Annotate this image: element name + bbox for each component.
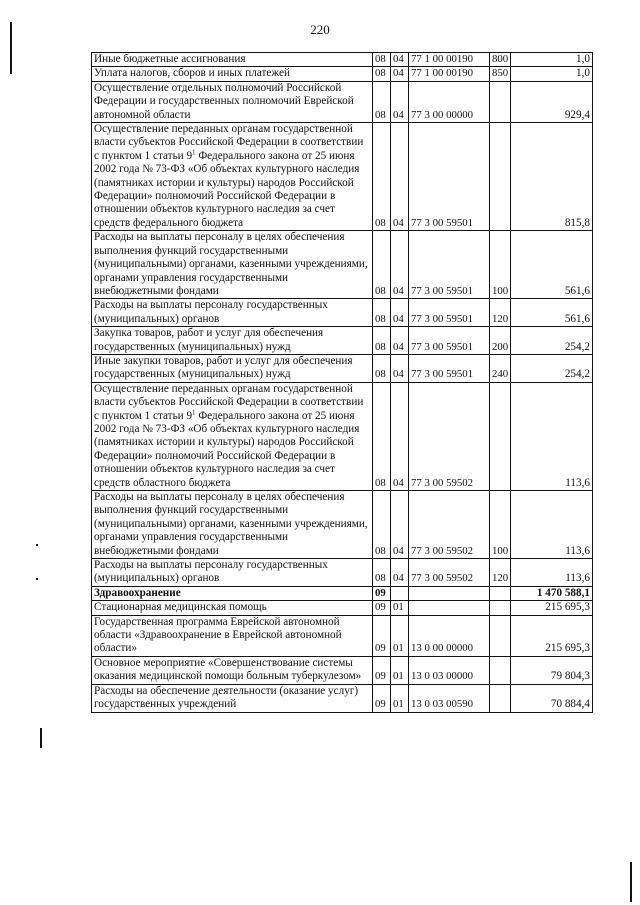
cell-name: Расходы на выплаты персоналу государственных (муниципальных) органов	[92, 559, 373, 587]
cell-name: Иные бюджетные ассигнования	[92, 53, 373, 67]
cell-pr: 04	[391, 382, 409, 490]
cell-csr: 77 3 00 59502	[409, 559, 490, 587]
budget-table	[91, 52, 593, 713]
cell-sum: 561,6	[511, 299, 593, 327]
cell-vr: 100	[490, 231, 511, 299]
cell-rz: 08	[373, 491, 391, 559]
cell-pr: 04	[391, 67, 409, 81]
cell-sum: 79 804,3	[511, 656, 593, 684]
cell-sum: 113,6	[511, 382, 593, 490]
cell-csr: 77 1 00 00190	[409, 53, 490, 67]
cell-csr: 13 0 03 00590	[409, 684, 490, 712]
cell-csr: 77 3 00 59501	[409, 354, 490, 382]
cell-rz: 08	[373, 67, 391, 81]
cell-rz: 09	[373, 615, 391, 656]
cell-name: Осуществление отдельных полномочий Российской Федерации и государственных полномочий Еврейской автономной области	[92, 81, 373, 122]
cell-rz: 08	[373, 327, 391, 355]
cell-pr: 04	[391, 81, 409, 122]
scan-mark-left-top	[10, 22, 12, 74]
scan-mark-left-dot-2	[36, 578, 38, 580]
cell-name: Расходы на выплаты персоналу государственных (муниципальных) органов	[92, 299, 373, 327]
cell-pr: 04	[391, 53, 409, 67]
scan-mark-right-bottom	[630, 862, 632, 902]
page-number: 220	[310, 22, 330, 37]
cell-vr: 120	[490, 559, 511, 587]
cell-rz: 08	[373, 354, 391, 382]
cell-sum: 254,2	[511, 327, 593, 355]
cell-rz: 08	[373, 231, 391, 299]
cell-rz: 08	[373, 123, 391, 231]
scan-mark-left-dot-1	[36, 544, 38, 546]
table-row	[92, 123, 593, 231]
cell-csr: 77 3 00 59502	[409, 491, 490, 559]
table-row	[92, 615, 593, 656]
cell-csr	[409, 601, 490, 615]
cell-sum: 215 695,3	[511, 601, 593, 615]
table-row	[92, 354, 593, 382]
table-row	[92, 586, 593, 600]
table-row	[92, 684, 593, 712]
cell-name: Стационарная медицинская помощь	[92, 601, 373, 615]
cell-rz: 09	[373, 586, 391, 600]
table-row	[92, 53, 593, 67]
cell-name: Расходы на выплаты персоналу в целях обеспечения выполнения функций государственными (муниципальными) органами, казенными учреждениями, органами управления государственными внебюджетными фондами	[92, 491, 373, 559]
cell-name: Осуществление переданных органам государственной власти субъектов Российской Федерации в соответствии с пунктом 1 статьи $9^1$ Федерального закона от 25 июня 2002 года № 73-ФЗ «Об объектах культурного наследия (памятниках истории и культуры) народов Российской Федерации» полномочий Российской Федерации в отношении объектов культурного наследия за счет средств областного бюджета	[92, 382, 373, 490]
cell-vr	[490, 81, 511, 122]
cell-pr: 01	[391, 615, 409, 656]
cell-name: Закупка товаров, работ и услуг для обеспечения государственных (муниципальных) нужд	[92, 327, 373, 355]
cell-vr: 850	[490, 67, 511, 81]
table-row	[92, 231, 593, 299]
cell-rz: 08	[373, 382, 391, 490]
cell-vr: 200	[490, 327, 511, 355]
cell-name: Здравоохранение	[92, 586, 373, 600]
cell-vr: 100	[490, 491, 511, 559]
cell-csr: 77 3 00 00000	[409, 81, 490, 122]
table-row	[92, 559, 593, 587]
table-row	[92, 67, 593, 81]
cell-sum: 113,6	[511, 491, 593, 559]
cell-rz: 09	[373, 601, 391, 615]
cell-name: Государственная программа Еврейской автономной области «Здравоохранение в Еврейской автономной области»	[92, 615, 373, 656]
cell-rz: 08	[373, 559, 391, 587]
cell-csr: 77 3 00 59502	[409, 382, 490, 490]
cell-name: Расходы на обеспечение деятельности (оказание услуг) государственных учреждений	[92, 684, 373, 712]
cell-csr: 77 1 00 00190	[409, 67, 490, 81]
cell-sum: 561,6	[511, 231, 593, 299]
cell-csr: 77 3 00 59501	[409, 123, 490, 231]
cell-sum: 815,8	[511, 123, 593, 231]
cell-pr	[391, 586, 409, 600]
cell-pr: 04	[391, 354, 409, 382]
cell-sum: 1,0	[511, 53, 593, 67]
table-row	[92, 601, 593, 615]
cell-name: Осуществление переданных органам государственной власти субъектов Российской Федерации в соответствии с пунктом 1 статьи $9^1$ Федерального закона от 25 июня 2002 года № 73-ФЗ «Об объектах культурного наследия (памятниках истории и культуры) народов Российской Федерации» полномочий Российской Федерации в отношении объектов культурного наследия за счет средств федерального бюджета	[92, 123, 373, 231]
cell-vr	[490, 684, 511, 712]
cell-name: Основное мероприятие «Совершенствование системы оказания медицинской помощи больным туберкулезом»	[92, 656, 373, 684]
table-row	[92, 382, 593, 490]
cell-csr: 13 0 00 00000	[409, 615, 490, 656]
cell-name: Уплата налогов, сборов и иных платежей	[92, 67, 373, 81]
cell-vr	[490, 382, 511, 490]
cell-vr: 120	[490, 299, 511, 327]
table-row	[92, 327, 593, 355]
table-row	[92, 491, 593, 559]
cell-sum: 1,0	[511, 67, 593, 81]
cell-pr: 01	[391, 684, 409, 712]
cell-vr: 240	[490, 354, 511, 382]
cell-vr	[490, 601, 511, 615]
cell-sum: 70 884,4	[511, 684, 593, 712]
cell-csr	[409, 586, 490, 600]
cell-pr: 04	[391, 327, 409, 355]
table-row	[92, 656, 593, 684]
cell-pr: 04	[391, 559, 409, 587]
cell-sum: 1 470 588,1	[511, 586, 593, 600]
cell-rz: 09	[373, 684, 391, 712]
cell-vr	[490, 123, 511, 231]
cell-pr: 04	[391, 231, 409, 299]
cell-vr	[490, 615, 511, 656]
table-row	[92, 299, 593, 327]
cell-rz: 08	[373, 81, 391, 122]
cell-rz: 09	[373, 656, 391, 684]
cell-sum: 113,6	[511, 559, 593, 587]
cell-pr: 04	[391, 299, 409, 327]
cell-pr: 01	[391, 656, 409, 684]
cell-vr: 800	[490, 53, 511, 67]
scan-mark-left-dot-3	[40, 728, 42, 748]
cell-csr: 13 0 03 00000	[409, 656, 490, 684]
cell-csr: 77 3 00 59501	[409, 231, 490, 299]
cell-sum: 929,4	[511, 81, 593, 122]
cell-rz: 08	[373, 299, 391, 327]
cell-pr: 04	[391, 123, 409, 231]
cell-name: Расходы на выплаты персоналу в целях обеспечения выполнения функций государственными (муниципальными) органами, казенными учреждениями, органами управления государственными внебюджетными фондами	[92, 231, 373, 299]
cell-name: Иные закупки товаров, работ и услуг для обеспечения государственных (муниципальных) нужд	[92, 354, 373, 382]
cell-vr	[490, 656, 511, 684]
cell-csr: 77 3 00 59501	[409, 327, 490, 355]
budget-table-body	[92, 53, 593, 713]
cell-pr: 04	[391, 491, 409, 559]
cell-sum: 254,2	[511, 354, 593, 382]
cell-sum: 215 695,3	[511, 615, 593, 656]
table-row	[92, 81, 593, 122]
cell-pr: 01	[391, 601, 409, 615]
cell-rz: 08	[373, 53, 391, 67]
cell-csr: 77 3 00 59501	[409, 299, 490, 327]
cell-vr	[490, 586, 511, 600]
